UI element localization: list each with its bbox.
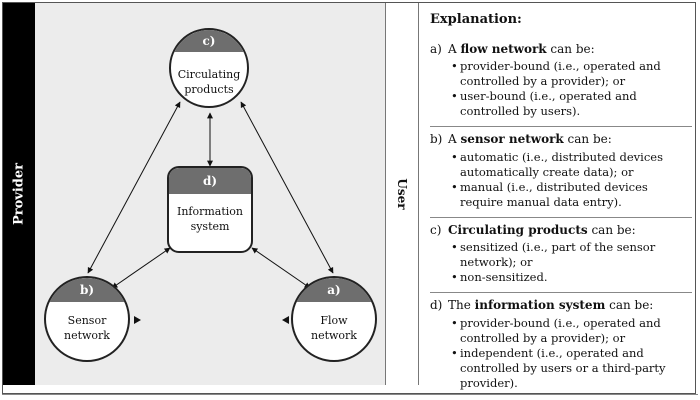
circulating-products-node	[169, 28, 249, 108]
bullet-item: • independent (i.e., operated and controlled by users or a third-party provider).	[460, 346, 692, 391]
bullet-list	[430, 316, 692, 391]
section-term: information system	[474, 298, 606, 312]
bottom-rule	[2, 394, 698, 395]
bullet-list	[430, 240, 692, 285]
section-divider	[430, 292, 692, 293]
bullet-item: • sensitized (i.e., part of the sensor network); or	[460, 240, 692, 270]
section-pre: The	[448, 298, 475, 312]
information-system-node	[167, 166, 253, 253]
bullet-item: • automatic (i.e., distributed devices automatically create data); or	[460, 150, 692, 180]
section-heading	[430, 132, 692, 148]
section-letter: b)	[430, 132, 443, 146]
section-heading	[430, 42, 692, 58]
bullet-list	[430, 59, 692, 119]
information-system-line1: Information	[176, 205, 244, 218]
arrowhead-sensor	[134, 316, 141, 324]
section-term: Circulating products	[448, 222, 588, 237]
circulating-products-line1: Circulating	[177, 68, 241, 81]
section-heading	[430, 223, 692, 239]
section-letter: d)	[430, 298, 443, 312]
explanation-title: Explanation:	[430, 12, 522, 27]
section-divider	[430, 217, 692, 218]
sensor-network-letter: b)	[46, 278, 128, 302]
section-term: flow network	[460, 41, 547, 56]
sensor-network-line1: Sensor	[67, 314, 107, 327]
section-letter: a)	[430, 41, 442, 56]
bullet-item: • manual (i.e., distributed devices require manual data entry).	[460, 180, 692, 210]
flow-network-line2: network	[311, 329, 357, 342]
circulating-products-letter: c)	[171, 30, 247, 52]
information-system-letter: d)	[169, 168, 251, 194]
explanation-section-a	[430, 42, 692, 120]
arrow-circulating-flow	[241, 102, 333, 273]
explanation-section-d	[430, 298, 692, 391]
flow-network-node	[291, 276, 377, 362]
section-divider	[430, 126, 692, 127]
section-heading	[430, 298, 692, 314]
bullet-item: • user-bound (i.e., operated and controlled by users).	[460, 89, 692, 119]
section-term: sensor network	[460, 132, 564, 146]
section-post: can be:	[546, 41, 595, 56]
circulating-products-line2: products	[184, 83, 234, 96]
user-label: User	[395, 178, 409, 210]
bullet-item: • non-sensitized.	[460, 270, 692, 285]
explanation-panel	[430, 12, 692, 398]
sensor-network-line2: network	[64, 329, 110, 342]
explanation-section-c	[430, 223, 692, 286]
provider-label: Provider	[11, 163, 27, 225]
section-post: can be:	[587, 222, 636, 237]
section-post: can be:	[605, 298, 654, 312]
flow-network-line1: Flow	[320, 314, 348, 327]
section-pre: A	[448, 132, 461, 146]
flow-network-letter: a)	[293, 278, 375, 302]
section-post: can be:	[563, 132, 612, 146]
explanation-section-b	[430, 132, 692, 210]
sensor-network-node	[44, 276, 130, 362]
information-system-line2: system	[190, 220, 230, 233]
bullet-item: • provider-bound (i.e., operated and controlled by a provider); or	[460, 316, 692, 346]
arrowhead-flow	[282, 316, 289, 324]
section-pre: A	[448, 41, 461, 56]
bullet-item: • provider-bound (i.e., operated and controlled by a provider); or	[460, 59, 692, 89]
section-letter: c)	[430, 222, 442, 237]
bullet-list	[430, 150, 692, 210]
